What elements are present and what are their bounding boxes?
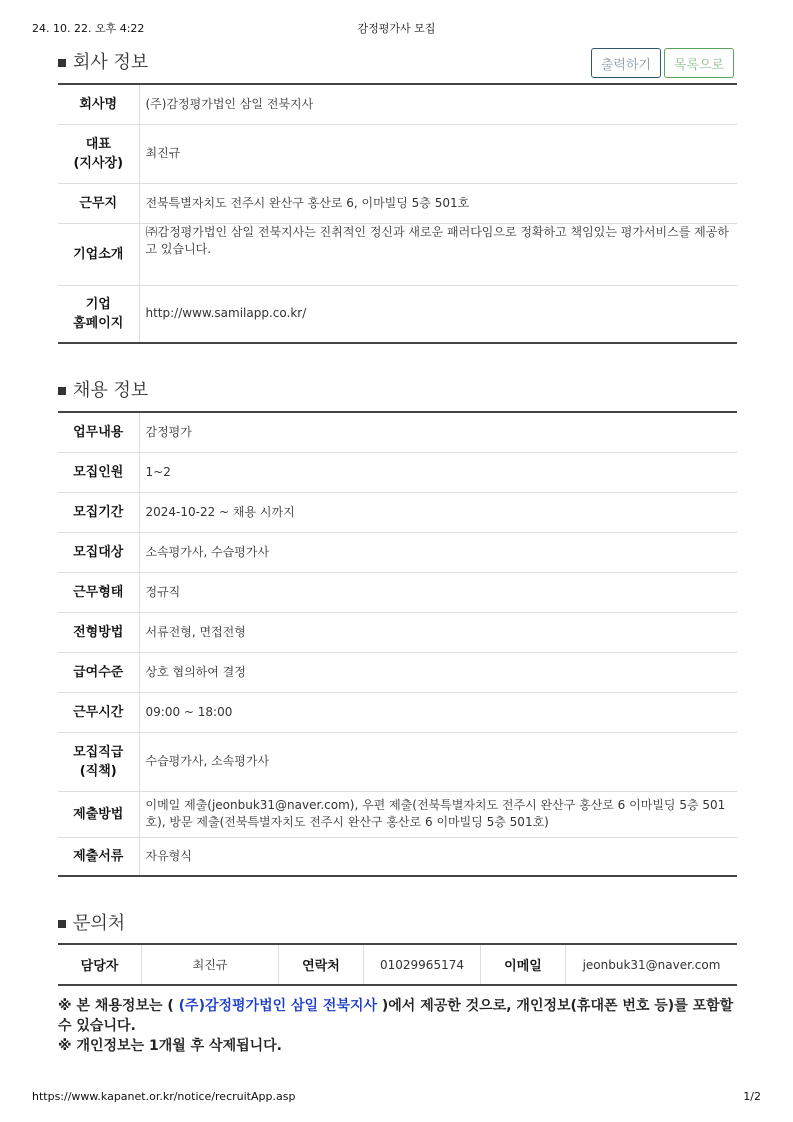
print-datetime: 24. 10. 22. 오후 4:22: [32, 22, 145, 35]
company-name-label: 회사명: [58, 84, 139, 124]
table-row: [58, 837, 737, 876]
table-row: [58, 791, 737, 837]
square-bullet-icon: [58, 387, 66, 395]
phone-value: 01029965174: [364, 944, 481, 985]
table-row: [58, 612, 737, 652]
company-section-title: [58, 48, 148, 74]
table-row: [58, 412, 737, 452]
position-label: 모집직급 (직책): [58, 732, 139, 791]
table-row: [58, 532, 737, 572]
list-button[interactable]: 목록으로: [664, 48, 734, 78]
print-footer: [32, 1090, 761, 1106]
privacy-notice: [58, 996, 738, 1056]
table-row: [58, 944, 737, 985]
print-page-title: 감정평가사 모집: [357, 22, 436, 35]
table-row: [58, 652, 737, 692]
table-row: [58, 183, 737, 223]
headcount-label: 모집인원: [58, 452, 139, 492]
print-header: [32, 20, 761, 36]
notice-suffix: )에서 제공한 것으로, 개인정보(휴대폰 번호 등)를 포함할 수 있습니다.: [58, 998, 734, 1034]
table-row: [58, 572, 737, 612]
selection-method-label: 전형방법: [58, 612, 139, 652]
contact-section-title: [58, 909, 125, 935]
table-row: [58, 223, 737, 285]
company-intro-label: 기업소개: [58, 223, 139, 285]
manager-label: 담당자: [58, 944, 142, 985]
recruit-section-label: 채용 정보: [73, 380, 149, 401]
table-row: [58, 84, 737, 124]
position-value: 수습평가사, 소속평가사: [139, 732, 737, 791]
table-row: [58, 492, 737, 532]
company-intro-value: ㈜감정평가법인 삼일 전북지사는 진취적인 정신과 새로운 패러다임으로 정확하고 책임있는 평가서비스를 제공하고 있습니다.: [139, 223, 737, 285]
square-bullet-icon: [58, 59, 66, 67]
employment-type-value: 정규직: [139, 572, 737, 612]
notice-company-name: (주)감정평가법인 삼일 전북지사: [178, 998, 378, 1014]
homepage-label: 기업 홈페이지: [58, 285, 139, 343]
work-hours-label: 근무시간: [58, 692, 139, 732]
company-name-value: (주)감정평가법인 삼일 전북지사: [139, 84, 737, 124]
print-button[interactable]: 출력하기: [591, 48, 661, 78]
work-hours-value: 09:00 ~ 18:00: [139, 692, 737, 732]
phone-label: 연락처: [279, 944, 364, 985]
recruit-target-value: 소속평가사, 수습평가사: [139, 532, 737, 572]
employment-type-label: 근무형태: [58, 572, 139, 612]
representative-value: 최진규: [139, 124, 737, 183]
recruit-period-value: 2024-10-22 ~ 채용 시까지: [139, 492, 737, 532]
headcount-value: 1~2: [139, 452, 737, 492]
selection-method-value: 서류전형, 면접전형: [139, 612, 737, 652]
submission-method-label: 제출방법: [58, 791, 139, 837]
recruit-section-title: [58, 376, 148, 402]
workplace-value: 전북특별자치도 전주시 완산구 홍산로 6, 이마빌딩 5층 501호: [139, 183, 737, 223]
table-row: [58, 285, 737, 343]
email-value: jeonbuk31@naver.com: [582, 957, 721, 972]
job-description-value: 감정평가: [139, 412, 737, 452]
homepage-link[interactable]: http://www.samilapp.co.kr/: [145, 306, 307, 321]
workplace-label: 근무지: [58, 183, 139, 223]
salary-value: 상호 협의하여 결정: [139, 652, 737, 692]
submission-method-value: 이메일 제출(jeonbuk31@naver.com), 우편 제출(전북특별자치도 전주시 완산구 홍산로 6 이마빌딩 5층 501호), 방문 제출(전북특별자치도 전주시 완산구 홍산로 6 이마빌딩 5층 501호): [139, 791, 737, 837]
notice-line-1: [58, 996, 738, 1036]
company-section-label: 회사 정보: [73, 52, 149, 73]
page-number: 1/2: [743, 1090, 761, 1103]
submission-docs-label: 제출서류: [58, 837, 139, 876]
recruit-period-label: 모집기간: [58, 492, 139, 532]
recruit-info-table: [58, 411, 737, 877]
job-description-label: 업무내용: [58, 412, 139, 452]
table-row: [58, 732, 737, 791]
email-label: 이메일: [481, 944, 566, 985]
manager-value: 최진규: [142, 944, 279, 985]
submission-docs-value: 자유형식: [145, 848, 192, 863]
notice-line-2: ※ 개인정보는 1개월 후 삭제됩니다.: [58, 1038, 282, 1054]
square-bullet-icon: [58, 920, 66, 928]
salary-label: 급여수준: [58, 652, 139, 692]
table-row: [58, 452, 737, 492]
notice-prefix: ※ 본 채용정보는 (: [58, 998, 179, 1014]
company-info-table: [58, 83, 737, 344]
table-row: [58, 124, 737, 183]
recruit-target-label: 모집대상: [58, 532, 139, 572]
table-row: [58, 692, 737, 732]
homepage-value: [139, 285, 737, 343]
contact-section-label: 문의처: [73, 913, 126, 934]
representative-label: 대표 (지사장): [58, 124, 139, 183]
contact-table: [58, 943, 737, 986]
print-url: https://www.kapanet.or.kr/notice/recruitApp.asp: [32, 1090, 296, 1103]
